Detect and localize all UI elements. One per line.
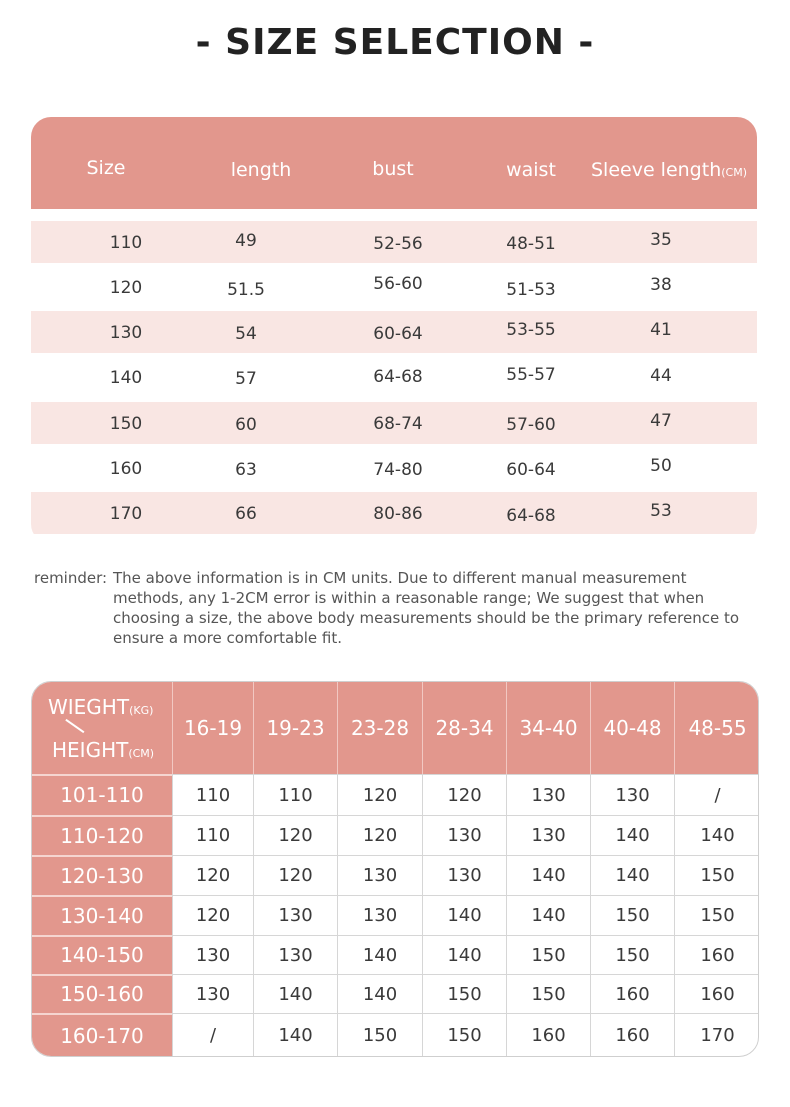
size-cell: 130 <box>506 774 590 815</box>
size-cell: 140 <box>506 895 590 935</box>
table-cell: 52-56 <box>373 234 423 254</box>
table-cell: 50 <box>650 456 672 476</box>
size-cell: 130 <box>172 974 253 1013</box>
table-cell: 51-53 <box>506 280 556 300</box>
table-cell: 55-57 <box>506 365 556 385</box>
header-sleeve-length <box>589 159 749 181</box>
size-cell: 150 <box>674 855 759 895</box>
weight-column-header: 34-40 <box>506 682 590 774</box>
table-cell: 170 <box>109 504 143 524</box>
table-cell: 48-51 <box>506 234 556 254</box>
weight-column-header: 28-34 <box>422 682 506 774</box>
reminder-label: reminder: <box>34 569 108 587</box>
size-cell: 150 <box>422 1013 506 1057</box>
table-cell: 140 <box>109 368 143 388</box>
size-cell: 140 <box>422 935 506 974</box>
size-cell: 140 <box>674 815 759 855</box>
corner-header <box>32 682 172 774</box>
size-cell: / <box>172 1013 253 1057</box>
table-cell: 41 <box>650 320 672 340</box>
table-cell: 47 <box>650 411 672 431</box>
table-cell: 110 <box>109 233 143 253</box>
size-cell: 130 <box>337 855 422 895</box>
size-cell: 160 <box>506 1013 590 1057</box>
table-row <box>31 221 757 263</box>
size-cell: 130 <box>590 774 674 815</box>
size-cell: 140 <box>590 815 674 855</box>
table-cell: 44 <box>650 366 672 386</box>
table-cell: 53-55 <box>506 320 556 340</box>
table-row <box>31 447 757 489</box>
table-cell: 49 <box>235 231 257 251</box>
size-cell: 150 <box>674 895 759 935</box>
size-cell: 120 <box>337 815 422 855</box>
size-cell: 140 <box>590 855 674 895</box>
corner-weight <box>48 695 153 719</box>
corner-weight-label: WIEGHT <box>48 695 130 719</box>
height-row-header: 140-150 <box>32 935 172 974</box>
size-cell: 130 <box>172 935 253 974</box>
size-cell: 140 <box>253 1013 337 1057</box>
size-cell: 130 <box>253 935 337 974</box>
height-row-header: 110-120 <box>32 815 172 855</box>
size-cell: 150 <box>590 895 674 935</box>
height-row-header: 101-110 <box>32 774 172 815</box>
table-cell: 57 <box>235 369 257 389</box>
size-cell: 150 <box>337 1013 422 1057</box>
page-title: - SIZE SELECTION - <box>195 22 595 63</box>
table-cell: 53 <box>650 501 672 521</box>
weight-column-header: 16-19 <box>172 682 253 774</box>
table-cell: 160 <box>109 459 143 479</box>
size-cell: 170 <box>674 1013 759 1057</box>
table-cell: 120 <box>109 278 143 298</box>
table-cell: 150 <box>109 414 143 434</box>
size-cell: 140 <box>253 974 337 1013</box>
table-cell: 54 <box>235 324 257 344</box>
size-cell: 140 <box>337 935 422 974</box>
table-cell: 60-64 <box>373 324 423 344</box>
header-sleeve-unit: (CM) <box>721 166 748 179</box>
corner-height <box>52 738 154 762</box>
header-sleeve-label: Sleeve length <box>590 159 722 181</box>
table-cell: 51.5 <box>227 280 265 300</box>
table-cell: 35 <box>650 230 672 250</box>
table-header-row <box>31 117 757 209</box>
size-cell: 160 <box>674 935 759 974</box>
size-cell: / <box>674 774 759 815</box>
size-cell: 160 <box>590 974 674 1013</box>
size-cell: 160 <box>590 1013 674 1057</box>
size-cell: 130 <box>253 895 337 935</box>
size-cell: 130 <box>422 815 506 855</box>
weight-column-header: 48-55 <box>674 682 759 774</box>
corner-height-label: HEIGHT <box>52 738 129 762</box>
size-cell: 120 <box>337 774 422 815</box>
header-size: Size <box>86 157 126 179</box>
weight-column-header: 23-28 <box>337 682 422 774</box>
table-cell: 80-86 <box>373 504 423 524</box>
reminder-text: The above information is in CM units. Due to different manual measurement methods, any 1-2CM error is within a reasonable range; We suggest that when choosing a size, the above body measurements should be the primary reference to ensure a more comfortable fit. <box>113 569 740 647</box>
size-cell: 120 <box>172 855 253 895</box>
size-cell: 120 <box>253 815 337 855</box>
table-cell: 74-80 <box>373 460 423 480</box>
size-cell: 120 <box>253 855 337 895</box>
table-cell: 130 <box>109 323 143 343</box>
size-cell: 150 <box>506 974 590 1013</box>
table-row <box>31 356 757 398</box>
table-cell: 64-68 <box>373 367 423 387</box>
table-row <box>31 311 757 353</box>
size-measurement-table <box>31 117 757 544</box>
corner-weight-unit: (KG) <box>129 704 154 717</box>
table-cell: 60-64 <box>506 460 556 480</box>
size-cell: 120 <box>172 895 253 935</box>
table-cell: 38 <box>650 275 672 295</box>
size-cell: 160 <box>674 974 759 1013</box>
size-cell: 150 <box>506 935 590 974</box>
size-cell: 140 <box>422 895 506 935</box>
size-cell: 130 <box>506 815 590 855</box>
size-cell: 110 <box>172 774 253 815</box>
size-cell: 150 <box>590 935 674 974</box>
table-cell: 60 <box>235 415 257 435</box>
size-cell: 140 <box>337 974 422 1013</box>
height-row-header: 160-170 <box>32 1013 172 1057</box>
size-cell: 110 <box>253 774 337 815</box>
size-recommendation-table <box>31 681 759 1057</box>
header-bust: bust <box>372 158 414 180</box>
size-cell: 130 <box>337 895 422 935</box>
table-cell: 64-68 <box>506 506 556 526</box>
header-length: length <box>230 159 292 181</box>
table-cell: 63 <box>235 460 257 480</box>
table-row <box>31 492 757 534</box>
corner-height-unit: (CM) <box>128 747 155 760</box>
table-row <box>31 402 757 444</box>
weight-column-header: 40-48 <box>590 682 674 774</box>
size-cell: 150 <box>422 974 506 1013</box>
height-row-header: 150-160 <box>32 974 172 1013</box>
table-cell: 68-74 <box>373 414 423 434</box>
height-row-header: 120-130 <box>32 855 172 895</box>
table-cell: 56-60 <box>373 274 423 294</box>
table-cell: 66 <box>235 504 257 524</box>
table-cell: 57-60 <box>506 415 556 435</box>
size-cell: 130 <box>422 855 506 895</box>
size-cell: 140 <box>506 855 590 895</box>
height-row-header: 130-140 <box>32 895 172 935</box>
size-cell: 110 <box>172 815 253 855</box>
size-cell: 120 <box>422 774 506 815</box>
header-waist: waist <box>506 159 556 181</box>
corner-divider <box>66 719 85 733</box>
weight-column-header: 19-23 <box>253 682 337 774</box>
table-row <box>31 266 757 308</box>
